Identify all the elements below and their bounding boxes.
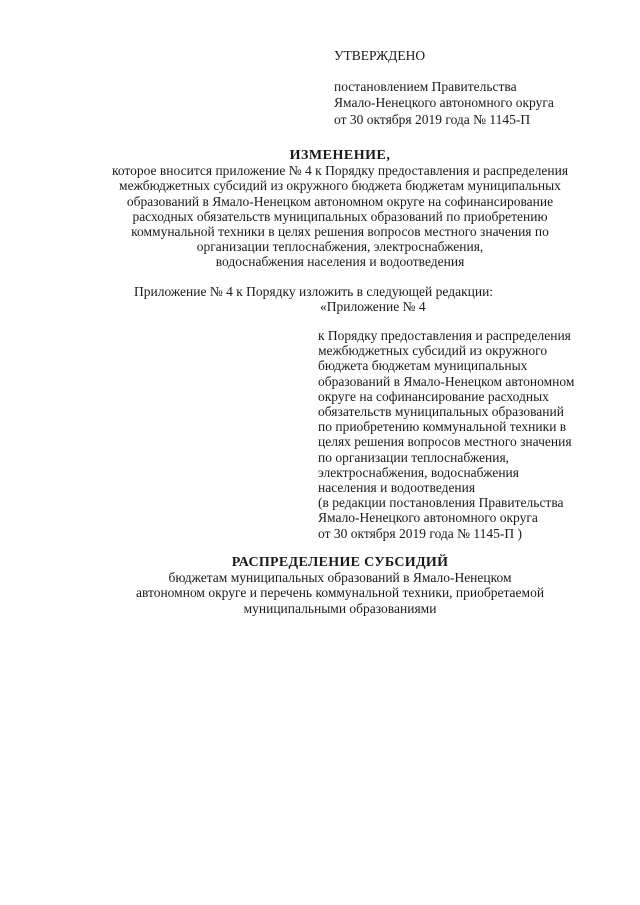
appendix-label: «Приложение № 4 — [320, 299, 426, 314]
distribution-heading: РАСПРЕДЕЛЕНИЕ СУБСИДИЙ — [231, 555, 449, 570]
change-heading: ИЗМЕНЕНИЕ, — [289, 148, 391, 163]
appendix-line: Ямало-Ненецкого автономного округа — [318, 510, 538, 526]
change-line: коммунальной техники в целях решения вопросов местного значения по — [131, 224, 549, 240]
change-line: расходных обязательств муниципальных образований по приобретению — [132, 208, 548, 224]
appendix-line: населения и водоотведения — [318, 480, 476, 496]
instruction-text: Приложение № 4 к Порядку изложить в следующей редакции: — [134, 284, 494, 299]
appendix-line: к Порядку предоставления и распределения — [318, 328, 571, 343]
appendix-line: округе на софинансирование расходных — [318, 388, 549, 404]
appendix-line: межбюджетных субсидий из окружного — [318, 343, 548, 359]
appendix-block — [318, 328, 618, 541]
change-block — [60, 148, 620, 270]
approval-line: Ямало-Ненецкого автономного округа — [334, 95, 554, 110]
appendix-line: обязательств муниципальных образований — [318, 404, 564, 420]
appendix-line: (в редакции постановления Правительства — [318, 495, 564, 511]
change-line: водоснабжения населения и водоотведения — [215, 254, 465, 270]
approval-title: УТВЕРЖДЕНО — [334, 48, 426, 63]
approval-line: от 30 октября 2019 года № 1145-П — [334, 111, 531, 127]
approval-line: постановлением Правительства — [334, 78, 517, 94]
distribution-line: автономном округе и перечень коммунальной техники, приобретаемой — [135, 585, 545, 601]
appendix-line: по организации теплоснабжения, — [318, 449, 510, 465]
appendix-line: целях решения вопросов местного значения — [318, 434, 572, 450]
change-line: которое вносится приложение № 4 к Порядку предоставления и распределения — [111, 163, 569, 179]
approval-block — [334, 48, 614, 128]
appendix-line: по приобретению коммунальной техники в — [318, 419, 567, 435]
appendix-line: бюджета бюджетам муниципальных — [318, 358, 528, 374]
appendix-line: образований в Ямало-Ненецком автономном — [318, 373, 575, 389]
distribution-block — [80, 555, 600, 616]
distribution-line: бюджетам муниципальных образований в Ямало-Ненецком — [168, 570, 512, 586]
change-line: образований в Ямало-Ненецком автономном округе на софинансирование — [126, 193, 554, 209]
appendix-line: от 30 октября 2019 года № 1145-П ) — [318, 525, 523, 541]
appendix-line: электроснабжения, водоснабжения — [318, 464, 519, 480]
change-line: межбюджетных субсидий из окружного бюджета бюджетам муниципальных — [119, 178, 561, 194]
distribution-line: муниципальными образованиями — [243, 600, 437, 616]
change-line: организации теплоснабжения, электроснабжения, — [196, 239, 484, 255]
